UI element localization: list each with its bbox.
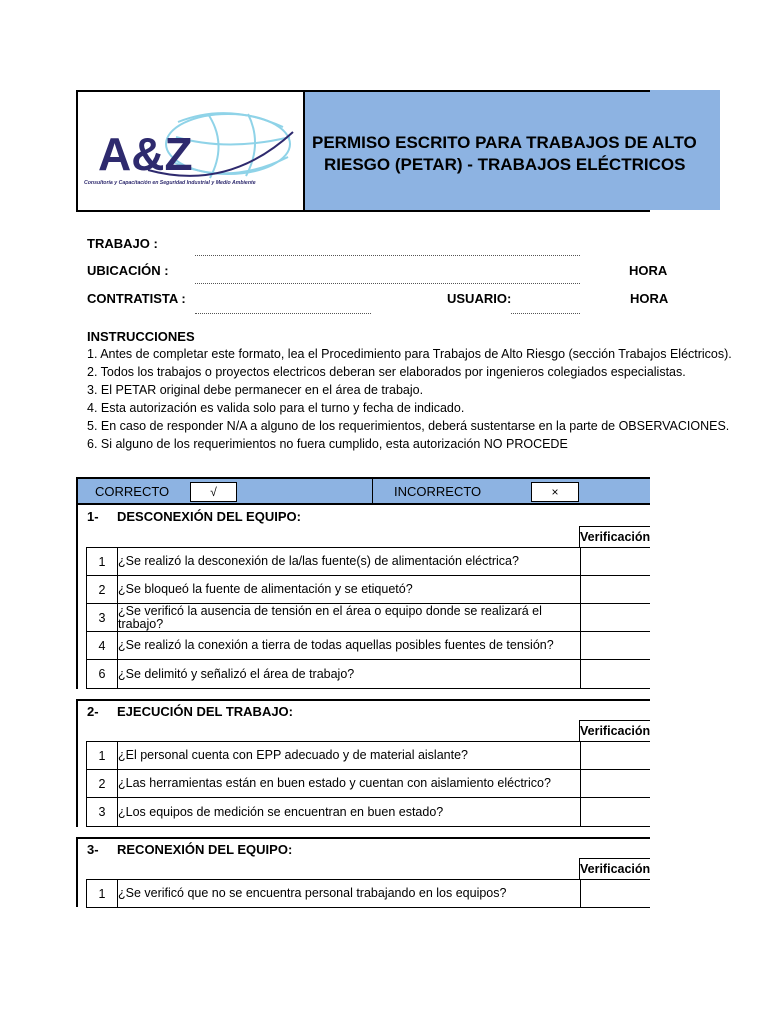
checklist-row xyxy=(86,603,650,632)
form-title xyxy=(312,132,697,176)
row-question: ¿Se bloqueó la fuente de alimentación y se etiquetó? xyxy=(118,582,413,596)
legend-incorrecto-label: INCORRECTO xyxy=(394,484,482,499)
title-line-1: PERMISO ESCRITO PARA TRABAJOS DE ALTO xyxy=(312,133,697,152)
usuario-field[interactable] xyxy=(511,313,580,314)
checklist-row xyxy=(86,741,650,770)
section-2-divider xyxy=(76,699,650,701)
company-logo xyxy=(78,92,305,210)
row-number: 6 xyxy=(87,660,118,688)
logo-tagline: Consultoría y Capacitación en Seguridad Industrial y Medio Ambiente xyxy=(84,180,256,186)
section-2-title xyxy=(87,704,293,719)
legend-correcto-box: √ xyxy=(190,482,237,502)
section-number: 2- xyxy=(87,704,99,719)
row-number: 3 xyxy=(87,798,118,826)
section-heading: RECONEXIÓN DEL EQUIPO: xyxy=(117,842,293,857)
instructions-title: INSTRUCCIONES xyxy=(87,329,195,344)
section-2-border xyxy=(76,699,78,827)
verification-cell[interactable] xyxy=(580,632,652,659)
instruction-item: 3. El PETAR original debe permanecer en el área de trabajo. xyxy=(87,383,424,397)
section-heading: DESCONEXIÓN DEL EQUIPO: xyxy=(117,509,301,524)
row-number: 1 xyxy=(87,742,118,769)
verification-cell[interactable] xyxy=(580,576,652,603)
checklist-row xyxy=(86,797,650,827)
section-1-border xyxy=(76,505,78,689)
checklist-row xyxy=(86,879,650,908)
checklist-row xyxy=(86,631,650,660)
label-hora-2: HORA xyxy=(630,291,669,306)
title-line-2: RIESGO (PETAR) - TRABAJOS ELÉCTRICOS xyxy=(324,155,686,174)
instruction-item: 1. Antes de completar este formato, lea el Procedimiento para Trabajos de Alto Riesgo (sección Trabajos Eléctricos). xyxy=(87,347,732,361)
row-number: 4 xyxy=(87,632,118,659)
verificacion-header: Verificación xyxy=(579,720,650,742)
checklist-row xyxy=(86,659,650,689)
row-number: 2 xyxy=(87,770,118,797)
row-question: ¿El personal cuenta con EPP adecuado y de material aislante? xyxy=(118,748,468,762)
section-3-divider xyxy=(76,837,650,839)
label-ubicacion: UBICACIÓN : xyxy=(87,263,169,278)
instruction-item: 6. Si alguno de los requerimientos no fuera cumplido, esta autorización NO PROCEDE xyxy=(87,437,568,451)
logo-mark: A&Z xyxy=(98,128,193,180)
verification-cell[interactable] xyxy=(580,660,652,688)
verification-cell[interactable] xyxy=(580,548,652,575)
row-number: 3 xyxy=(87,604,118,631)
section-number: 1- xyxy=(87,509,99,524)
contratista-field[interactable] xyxy=(195,313,371,314)
verificacion-header: Verificación xyxy=(579,858,650,880)
instruction-item: 4. Esta autorización es valida solo para el turno y fecha de indicado. xyxy=(87,401,465,415)
row-question: ¿Se verificó que no se encuentra personal trabajando en los equipos? xyxy=(118,886,507,900)
checklist-row xyxy=(86,769,650,798)
verification-cell[interactable] xyxy=(580,604,652,631)
instruction-item: 5. En caso de responder N/A a alguno de los requerimientos, deberá sustentarse en la parte de OBSERVACIONES. xyxy=(87,419,730,433)
row-question: ¿Los equipos de medición se encuentran en buen estado? xyxy=(118,804,444,819)
legend-correcto-label: CORRECTO xyxy=(95,484,170,499)
row-number: 2 xyxy=(87,576,118,603)
verificacion-header: Verificación xyxy=(579,526,650,548)
verification-cell[interactable] xyxy=(580,880,652,907)
label-contratista: CONTRATISTA : xyxy=(87,291,186,306)
verification-cell[interactable] xyxy=(580,742,652,769)
label-hora-1: HORA xyxy=(629,263,668,278)
row-question: ¿Las herramientas están en buen estado y cuentan con aislamiento eléctrico? xyxy=(118,776,551,790)
checklist-row xyxy=(86,575,650,604)
ubicacion-field[interactable] xyxy=(195,283,580,284)
verification-cell[interactable] xyxy=(580,770,652,797)
legend-bar xyxy=(76,477,650,505)
legend-incorrecto-box: × xyxy=(531,482,579,502)
row-number: 1 xyxy=(87,880,118,907)
instruction-item: 2. Todos los trabajos o proyectos electricos deberan ser elaborados por ingenieros colegiados especialistas. xyxy=(87,365,686,379)
section-heading: EJECUCIÓN DEL TRABAJO: xyxy=(117,704,294,719)
checklist-row xyxy=(86,547,650,576)
section-3-title xyxy=(87,842,292,857)
section-number: 3- xyxy=(87,842,99,857)
verification-cell[interactable] xyxy=(580,798,652,826)
trabajo-field[interactable] xyxy=(195,255,580,256)
label-usuario: USUARIO: xyxy=(447,291,512,306)
section-1-title xyxy=(87,509,301,524)
label-trabajo: TRABAJO : xyxy=(87,236,158,251)
row-question: ¿Se realizó la conexión a tierra de todas aquellas posibles fuentes de tensión? xyxy=(118,638,554,652)
row-question: ¿Se verificó la ausencia de tensión en el área o equipo donde se realizará el trabajo? xyxy=(118,603,542,631)
row-question: ¿Se delimitó y señalizó el área de trabajo? xyxy=(118,666,355,681)
row-question: ¿Se realizó la desconexión de la/las fuente(s) de alimentación eléctrica? xyxy=(118,554,519,568)
section-3-border xyxy=(76,837,78,907)
legend-divider xyxy=(372,479,373,503)
row-number: 1 xyxy=(87,548,118,575)
logo-globe-icon xyxy=(78,92,301,210)
